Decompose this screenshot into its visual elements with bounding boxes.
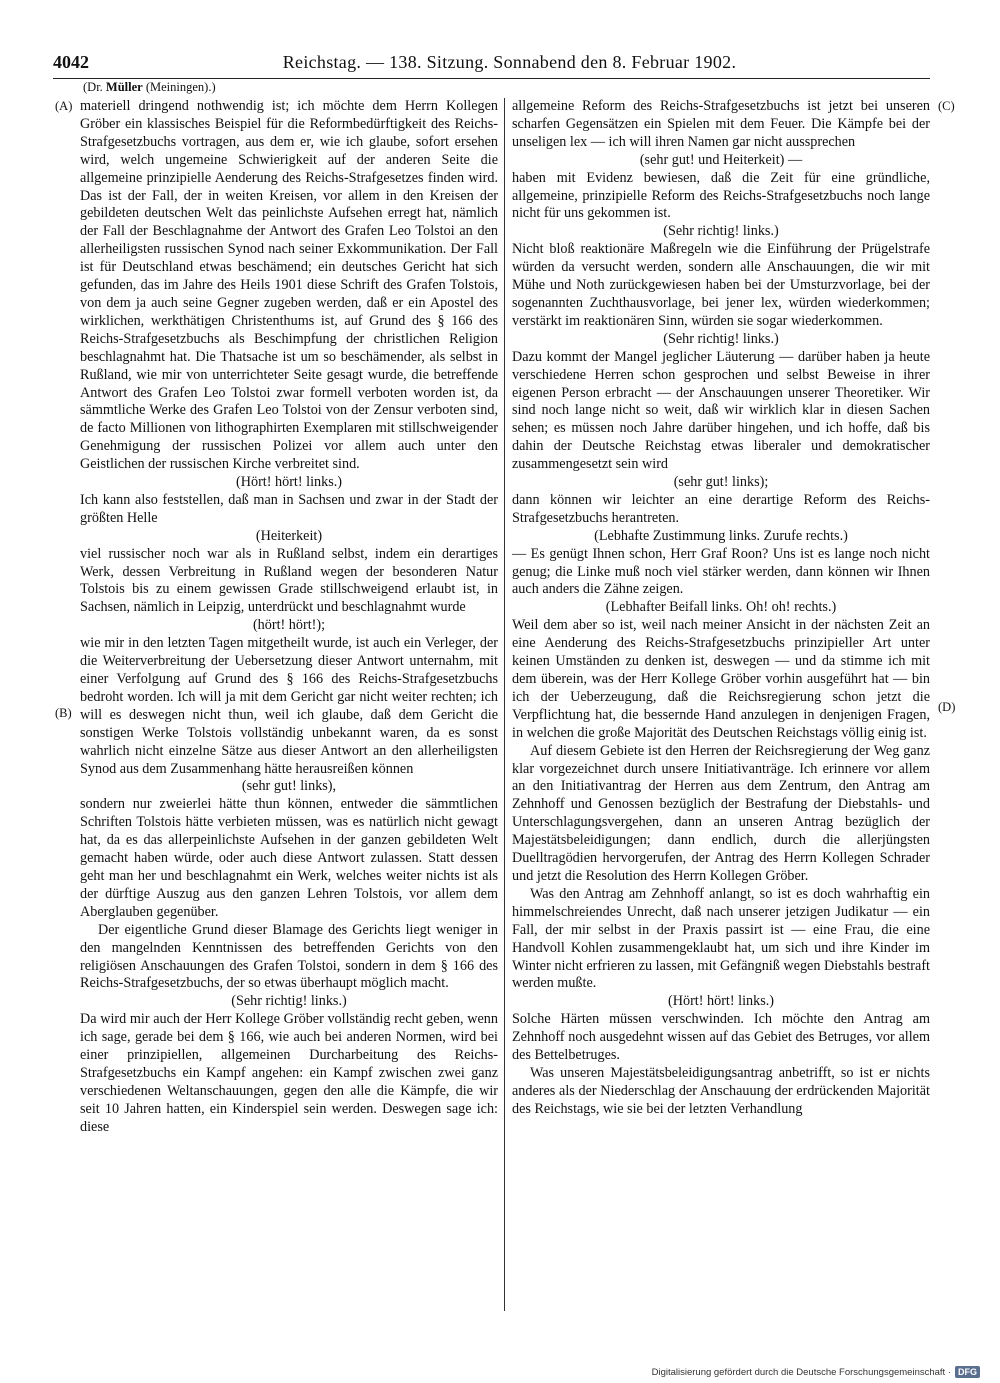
column-divider (504, 98, 505, 1311)
margin-marker-a: (A) (55, 99, 73, 113)
interjection: (Heiterkeit) (255, 527, 323, 544)
paragraph: wie mir in den letzten Tagen mitgetheilt wurde, ist auch ein Verleger, der die Weiterverbreitung der Uebersetzung dieser Antwort unternahm, mit einer Verfolgung auf Grund des § 166 des Reichs-Strafgesetzbuchs bedroht worden. Ich will ja mit dem Gericht gar nicht weiter rechten; ich will es deswegen nicht thun, weil ich glaube, daß dem Gericht die sonstigen Werke Tolstois vollständig unbekannt waren, da es sonst wahrlich nicht einzelne Sätze aus dieser Antwort an den allerheiligsten Synod aus dem Zusammenhang hätte herausreißen können (80, 635, 498, 777)
speaker-post: (Meiningen).) (142, 80, 216, 94)
paragraph: Nicht bloß reaktionäre Maßregeln wie die Einführung der Prügelstrafe würden da versucht werden, sondern alle Anschauungen, die wir mit Mühe und Noth zurückgewiesen haben bei der Umsturzvorlage, bei der sogenannten Zuchthausvorlage, bei jener lex, würden wiederkommen; verstärkt im reaktionären Sinn, würden sie sogar wiederkommen. (512, 241, 930, 329)
paragraph: viel russischer noch war als in Rußland selbst, indem ein derartiges Werk, dessen Verbreitung in Rußland wegen der besonderen Natur Tolstois bis zu einem gewissen Grade stillschweigend erlaubt ist, in Sachsen, nämlich in Leipzig, unterdrückt und beschlagnahmt wurde (80, 545, 498, 616)
interjection: (sehr gut! links), (241, 778, 337, 795)
interjection: (Sehr richtig! links.) (663, 330, 779, 347)
paragraph: Auf diesem Gebiete ist den Herren der Reichsregierung der Weg ganz klar vorgezeichnet durch unsere Initiativanträge. Ich erinnere vor allem an den Initiativantrag der Herren aus dem Zentrum, den Antrag am Zehnhoff und Genossen bezüglich der Bestrafung der Diebstahls- und Unterschlagungsvergehen, dann an unseren Antrag bezüglich der Majestätsbeleidigungen; dann endlich, durch die allerjüngsten Duelltragödien hervorgerufen, der Antrag des Herrn Kollegen Schrader und jetzt die Resolution des Herrn Kollegen Gröber. (512, 742, 930, 884)
interjection: (Lebhafter Beifall links. Oh! oh! rechts.) (605, 599, 837, 616)
paragraph: Da wird mir auch der Herr Kollege Gröber vollständig recht geben, wenn ich sage, gerade bei dem § 166, wie auch bei anderen Normen, wird bei einer prinzipiellen, allgemeinen Durcharbeitung des Reichs-Strafgesetzbuchs ein Kampf angehen: ein Kampf zwischen zwei ganz verschiedenen Weltanschauungen, gegen den alle die Kämpfe, die wir seit 10 Jahren hatten, ein Kinderspiel sein werden. Deswegen sage ich: diese (80, 1011, 498, 1135)
interjection: (Hört! hört! links.) (668, 993, 774, 1010)
paragraph: materiell dringend nothwendig ist; ich möchte dem Herrn Kollegen Gröber ein klassisches Beispiel für die Reformbedürftigkeit des Reichs-Strafgesetzbuchs vortragen, aus dem er, wie ich glaube, sofort ersehen wird, welch ungemeine Schwierigkeit auf der anderen Seite die allgemeine prinzipielle Aenderung des Reichs-Strafgesetzes finden wird. Das ist der Fall, der in weiten Kreisen, vor allem in den Kreisen der gebildeten deutschen Welt das peinlichste Aufsehen erregt hat, nämlich der Fall der Beschlagnahme der Antwort des Grafen Leo Tolstoi an den allerheiligsten russischen Synod nach seiner Exkommunikation. Der Fall ist für Deutschland etwas beschämend; ein deutsches Gericht hat sich gefunden, das im Jahre des Heils 1901 diese Schrift des Grafen Tolstois, von dem ja auch seine Gegner zugeben werden, daß er ein Apostel des wirklichen, werkthätigen Christenthums ist, auf Grund des § 166 des Reichs-Strafgesetzbuchs als Beschimpfung der christlichen Religion beschlagnahmt hat. Die Thatsache ist um so beschämender, als selbst in Rußland, wie mir von unterrichteter Seite gesagt wurde, die betreffende Antwort des Grafen Leo Tolstoi zwar formell verboten worden ist, da sämmtliche Werke des Grafen Leo Tolstoi von der Zensur verboten sind, de facto Millionen von lithographirten Exemplaren mit stillschweigender Genehmigung der russischen Polizei vor allem auch unter den Geistlichen der russischen Kirche verbreitet sind. (80, 98, 498, 473)
page-header (53, 52, 930, 79)
interjection: (Sehr richtig! links.) (663, 223, 779, 240)
paragraph: Weil dem aber so ist, weil nach meiner Ansicht in der nächsten Zeit an eine Aenderung des Reichs-Strafgesetzbuchs prinzipieller Art unter keinen Umständen zu denken ist, deswegen — und da stimme ich mit dem überein, was der Herr Kollege Gröber vorhin ausgeführt hat — bin ich der Ueberzeugung, daß die Reichsregierung schon jetzt die Verpflichtung hat, die bessernde Hand anzulegen in denjenigen Fragen, in welchen die große Majorität des Deutschen Reichstags völlig einig ist. (512, 617, 930, 741)
speaker-pre: (Dr. (83, 80, 106, 94)
paragraph: allgemeine Reform des Reichs-Strafgesetzbuchs ist jetzt bei unseren scharfen Gegensätzen ein Spielen mit dem Feuer. Die Kämpfe bei der unseligen lex — ich will ihren Namen gar nicht aussprechen (512, 98, 930, 150)
page-number: 4042 (53, 52, 89, 72)
credit-text: Digitalisierung gefördert durch die Deutsche Forschungsgemeinschaft · (651, 1366, 951, 1378)
running-head: Reichstag. — 138. Sitzung. Sonnabend den 8. Februar 1902. (282, 52, 737, 72)
paragraph: dann können wir leichter an eine derartige Reform des Reichs-Strafgesetzbuchs herantreten. (512, 491, 930, 526)
interjection: (Sehr richtig! links.) (231, 993, 347, 1010)
interjection: (Hört! hört! links.) (236, 474, 342, 491)
paragraph: haben mit Evidenz bewiesen, daß die Zeit für eine gründliche, allgemeine, prinzipielle Reform des Reichs-Strafgesetzbuchs noch lange nicht für uns gekommen ist. (512, 169, 930, 222)
paragraph: Dazu kommt der Mangel jeglicher Läuterung — darüber haben ja heute verschiedene Herren schon gesprochen und selbst Beweise in ihrer eigenen Person erbracht — der Anschauungen unserer Theoretiker. Wir sind noch lange nicht so weit, daß wir wirklich klar in diesen Sachen sehen; es müssen noch Jahre darüber hingehen, und ich hoffe, daß bis dahin der Deutsche Reichstag etwas liberaler und demokratischer zusammengesetzt sein wird (512, 348, 930, 473)
interjection: (sehr gut! links); (673, 474, 769, 491)
digitization-credit (652, 1364, 980, 1380)
interjection: (Lebhafte Zustimmung links. Zurufe rechts.) (594, 527, 848, 544)
paragraph: Was den Antrag am Zehnhoff anlangt, so ist es doch wahrhaftig ein himmelschreiendes Unrecht, daß nach unserer jetzigen Judikatur — ein Fall, der mir selbst in der Praxis passirt ist — eine Frau, die eine Handvoll Kohlen zusammengeklaubt hat, um sich und ihre Kinder im Winter nicht erfrieren zu lassen, mit Gefängniß wegen Diebstahls bestraft werden mußte. (512, 885, 930, 992)
margin-marker-b: (B) (55, 706, 72, 720)
paragraph: Ich kann also feststellen, daß man in Sachsen und zwar in der Stadt der größten Helle (80, 491, 498, 526)
interjection: (hört! hört!); (252, 617, 326, 634)
margin-marker-d: (D) (938, 700, 956, 714)
speaker-line (83, 80, 216, 95)
paragraph: — Es genügt Ihnen schon, Herr Graf Roon? Uns ist es lange noch nicht genug; die Linke muß noch viel stärker werden, dann können wir Ihnen auch anders die Zähne zeigen. (512, 545, 930, 598)
paragraph: sondern nur zweierlei hätte thun können, entweder die sämmtlichen Schriften Tolstois hätte verbieten müssen, was es natürlich nicht gewagt hat, da es das allerpeinlichste Aufsehen in der ganzen gebildeten Welt gemacht haben würde, oder auch diese Antwort zulassen. Statt dessen geht man her und beschlagnahmt ein Werk, welches weiter nichts ist als der dürftige Auszug aus den ganzen Lehren Tolstois, vor allem dem Aberglauben gegenüber. (80, 796, 498, 920)
dfg-logo: DFG (955, 1366, 980, 1378)
right-column (512, 98, 930, 1119)
interjection: (sehr gut! und Heiterkeit) — (639, 151, 803, 168)
paragraph: Solche Härten müssen verschwinden. Ich möchte den Antrag am Zehnhoff noch ausgedehnt wissen auf das Gebiet des Betruges, vor allem des Bettelbetruges. (512, 1011, 930, 1064)
margin-marker-c: (C) (938, 99, 955, 113)
paragraph: Der eigentliche Grund dieser Blamage des Gerichts liegt weniger in den mangelnden Kenntnissen des betreffenden Gerichts von den religiösen Anschauungen des Grafen Tolstoi, sondern in dem § 166 des Reichs-Strafgesetzbuchs, der so etwas überhaupt möglich macht. (80, 921, 498, 992)
paragraph: Was unseren Majestätsbeleidigungsantrag anbetrifft, so ist er nichts anderes als der Niederschlag der Anschauung der erdrückenden Majorität des Reichstags, wie sie bei der letzten Verhandlung (512, 1064, 930, 1117)
left-column (80, 98, 498, 1137)
speaker-name: Müller (105, 80, 143, 94)
